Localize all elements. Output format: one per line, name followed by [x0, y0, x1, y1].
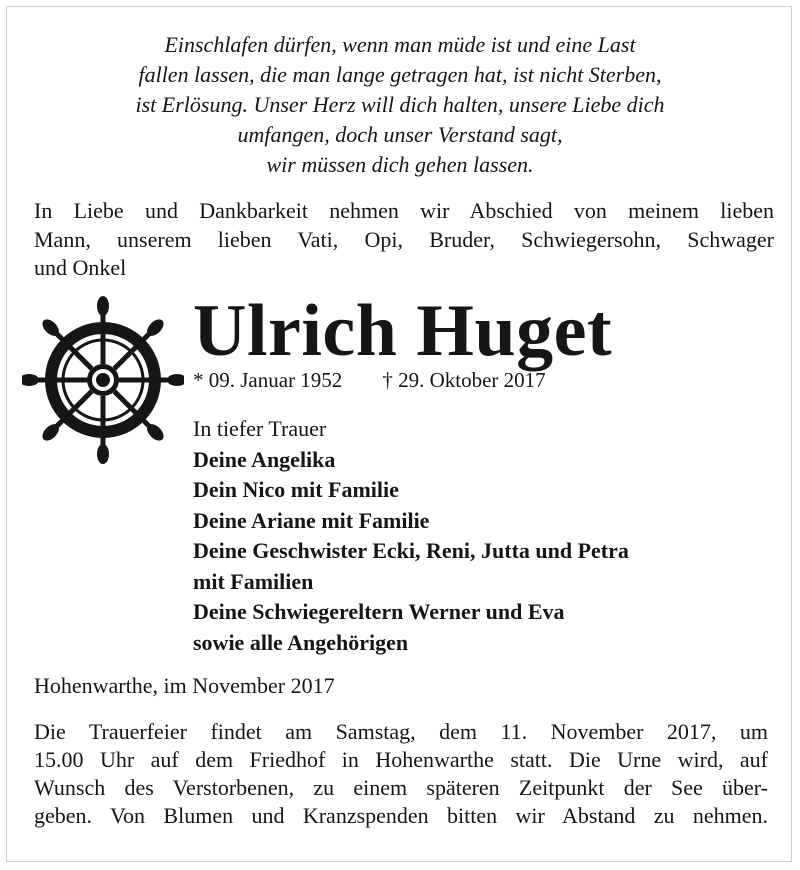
place-and-date: Hohenwarthe, im November 2017 — [34, 673, 335, 698]
poem — [40, 30, 760, 180]
ship-wheel-icon — [22, 292, 184, 468]
ceremony-notice — [34, 718, 768, 830]
birth-date: * 09. Januar 1952 — [193, 368, 343, 392]
mourner-line: Dein Nico mit Familie — [193, 477, 399, 502]
poem-line: wir müssen dich gehen lassen. — [266, 152, 534, 177]
mourners-heading: In tiefer Trauer — [193, 416, 327, 441]
poem-line: umfangen, doch unser Verstand sagt, — [237, 122, 563, 147]
ceremony-line: Die Trauerfeier findet am Samstag, dem 11. November 2017, um — [34, 719, 768, 744]
poem-line: ist Erlösung. Unser Herz will dich halten, unsere Liebe dich — [135, 92, 665, 117]
ceremony-line: 15.00 Uhr auf dem Friedhof in Hohenwarthe statt. Die Urne wird, auf — [34, 747, 768, 772]
ceremony-line: Wunsch des Verstorbenen, zu einem späteren Zeitpunkt der See über- — [34, 775, 768, 800]
mourner-line: Deine Ariane mit Familie — [193, 507, 430, 533]
intro-line: Mann, unserem lieben Vati, Opi, Bruder, Schwiegersohn, Schwager — [34, 226, 774, 252]
poem-line: fallen lassen, die man lange getragen hat, ist nicht Sterben, — [138, 62, 662, 87]
deceased-name: Ulrich Huget — [193, 290, 613, 372]
intro-line: und Onkel — [34, 255, 127, 280]
intro-line: In Liebe und Dankbarkeit nehmen wir Abschied von meinem lieben — [34, 198, 774, 223]
mourners-list — [193, 414, 629, 658]
mourner-line: sowie alle Angehörigen — [193, 629, 409, 655]
poem-line: Einschlafen dürfen, wenn man müde ist und eine Last — [164, 32, 636, 57]
ceremony-line: geben. Von Blumen und Kranzspenden bitten wir Abstand zu nehmen. — [34, 803, 768, 828]
death-date: † 29. Oktober 2017 — [382, 368, 546, 392]
mourner-line: mit Familien — [193, 568, 314, 594]
life-dates — [193, 366, 546, 394]
mourner-line: Deine Geschwister Ecki, Reni, Jutta und Petra — [193, 538, 629, 563]
mourner-line: Deine Schwiegereltern Werner und Eva — [193, 599, 565, 624]
farewell-intro — [34, 197, 774, 283]
mourner-line: Deine Angelika — [193, 446, 336, 472]
